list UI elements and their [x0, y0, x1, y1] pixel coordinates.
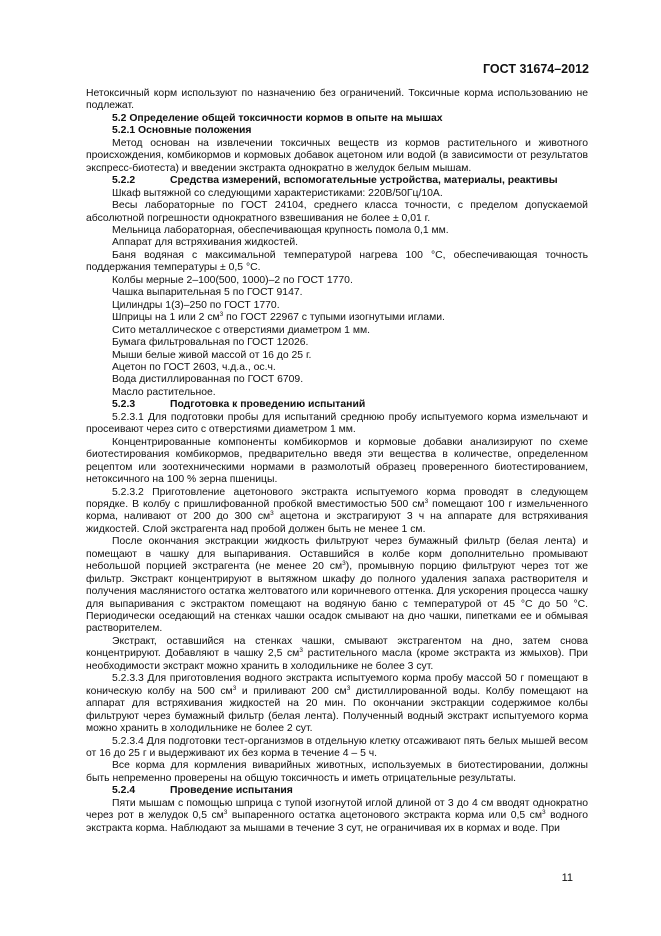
section-number: 5.2.3 — [112, 399, 136, 411]
document-body — [86, 88, 588, 835]
paragraph: Колбы мерные 2–100(500, 1000)–2 по ГОСТ 1770. — [112, 274, 353, 286]
page-number: 11 — [561, 872, 573, 884]
paragraph: Концентрированные компоненты комбикормов и кормовые добавки анализируют по схеме биотестирования комбикормов, предварительно введя эти вещества в количестве, определенном рецептом или зоотехническими нормами в размолотый образец проверенного биотестированием, нетоксичного на 100 % зерна пшеницы. — [86, 436, 588, 486]
document-header: ГОСТ 31674–2012 — [483, 62, 589, 76]
paragraph: Метод основан на извлечении токсичных веществ из кормов растительного и животного происхождения, комбикормов и кормовых добавок ацетоном или водой (в зависимости от результатов экспресс-биотеста) и введении экстракта однократно в желудок белым мышам. — [86, 137, 588, 174]
paragraph: Сито металлическое с отверстиями диаметром 1 мм. — [112, 324, 371, 336]
paragraph: 5.2.3.3 Для приготовления водного экстракта испытуемого корма пробу массой 50 г помещают в коническую колбу на 500 $см^3$ и приливают 200 $см^3$ дистиллированной воды. Колбу помещают на аппарат для встряхивания жидкостей на 20 мин. По окончании экстракции содержимое колбы фильтруют через бумажный фильтр (белая лента). Полученный водный экстракт испытуемого корма можно хранить в холодильнике не более 2 сут. — [86, 673, 588, 735]
paragraph: Мыши белые живой массой от 16 до 25 г. — [112, 349, 312, 361]
section-heading: 5.2.4 Проведение испытания — [112, 785, 293, 797]
paragraph: Вода дистиллированная по ГОСТ 6709. — [112, 374, 304, 386]
paragraph: Чашка выпарительная 5 по ГОСТ 9147. — [112, 287, 303, 299]
section-heading: 5.2.1 Основные положения — [112, 125, 252, 137]
paragraph: Мельница лабораторная, обеспечивающая крупность помола 0,1 мм. — [112, 224, 449, 236]
section-heading: 5.2.3 Подготовка к проведению испытаний — [112, 399, 366, 411]
paragraph: Шкаф вытяжной со следующими характеристиками: 220В/50Гц/10А. — [112, 187, 443, 199]
section-number: 5.2.2 — [112, 175, 136, 187]
section-number: 5.2.4 — [112, 785, 136, 797]
section-heading: 5.2 Определение общей токсичности кормов в опыте на мышах — [112, 112, 443, 124]
paragraph: Шприцы на 1 или 2 $см^3$ по ГОСТ 22967 с тупыми изогнутыми иглами. — [112, 311, 445, 324]
paragraph: 5.2.3.4 Для подготовки тест-организмов в отдельную клетку отсаживают пять белых мышей весом от 16 до 25 г и выдерживают их без корма в течение 4 – 5 ч. — [86, 735, 588, 760]
paragraph: Ацетон по ГОСТ 2603, ч.д.а., ос.ч. — [112, 361, 276, 373]
paragraph: Экстракт, оставшийся на стенках чашки, смывают экстрагентом на дно, затем снова концентрируют. Добавляют в чашку 2,5 $см^3$ растительного масла (кроме экстракта из жмыхов). При необходимости экстракт можно хранить в холодильнике не более 3 сут. — [86, 635, 588, 672]
paragraph: Бумага фильтровальная по ГОСТ 12026. — [112, 337, 309, 349]
paragraph: Масло растительное. — [112, 386, 216, 398]
section-heading: 5.2.2 Средства измерений, вспомогательные устройства, материалы, реактивы — [112, 175, 558, 187]
paragraph: После окончания экстракции жидкость фильтруют через бумажный фильтр (белая лента) и помещают в чашку для выпаривания. Оставшийся в колбе корм дополнительно промывают небольшой порцией экстрагента (не менее 20 $см^3$), промывную порцию фильтруют через тот же фильтр. Экстракт концентрируют в вытяжном шкафу до полного удаления запаха растворителя и получения маслянистого остатка желтоватого или коричневого оттенка. Для ускорения процесса чашку для выпаривания с экстрактом помещают на водяную баню с температурой от 45 °С до 50 °С. Периодически оседающий на стенках чашки осадок смывают на дно чашки, пипетками ее и обмывая растворителем. — [86, 536, 588, 635]
paragraph: Пяти мышам с помощью шприца с тупой изогнутой иглой длиной от 3 до 4 см вводят однократно через рот в желудок 0,5 $см^3$ выпаренного остатка ацетонового экстракта корма или 0,5 $см^3$ водного экстракта корма. Наблюдают за мышами в течение 3 сут, не ограничивая их в кормах и воде. При — [86, 797, 589, 834]
paragraph: Все корма для кормления виварийных животных, используемых в биотестировании, должны быть непременно проверены на общую токсичность и иметь отрицательные результаты. — [86, 760, 588, 784]
paragraph: 5.2.3.2 Приготовление ацетонового экстракта испытуемого корма проводят в следующем порядке. В колбу с пришлифованной пробкой вместимостью 500 $см^3$ помещают 100 г измельченного корма, наливают от 200 до 300 $см^3$ ацетона и экстрагируют 3 ч на аппарате для встряхивания жидкостей. Слой экстрагента над пробой должен быть не менее 1 см. — [86, 486, 588, 535]
paragraph: 5.2.3.1 Для подготовки пробы для испытаний среднюю пробу испытуемого корма измельчают и просеивают через сито с отверстиями диаметром 1 мм. — [86, 411, 588, 436]
paragraph: Нетоксичный корм используют по назначению без ограничений. Токсичные корма использованию не подлежат. — [86, 88, 588, 112]
paragraph: Весы лабораторные по ГОСТ 24104, среднего класса точности, с пределом допускаемой абсолютной погрешности однократного взвешивания не более ± 0,01 г. — [86, 200, 588, 224]
paragraph: Баня водяная с максимальной температурой нагрева 100 °С, обеспечивающая точность поддержания температуры ± 0,5 °С. — [86, 249, 588, 274]
paragraph: Цилиндры 1(3)–250 по ГОСТ 1770. — [112, 299, 280, 311]
paragraph: Аппарат для встряхивания жидкостей. — [112, 237, 299, 249]
